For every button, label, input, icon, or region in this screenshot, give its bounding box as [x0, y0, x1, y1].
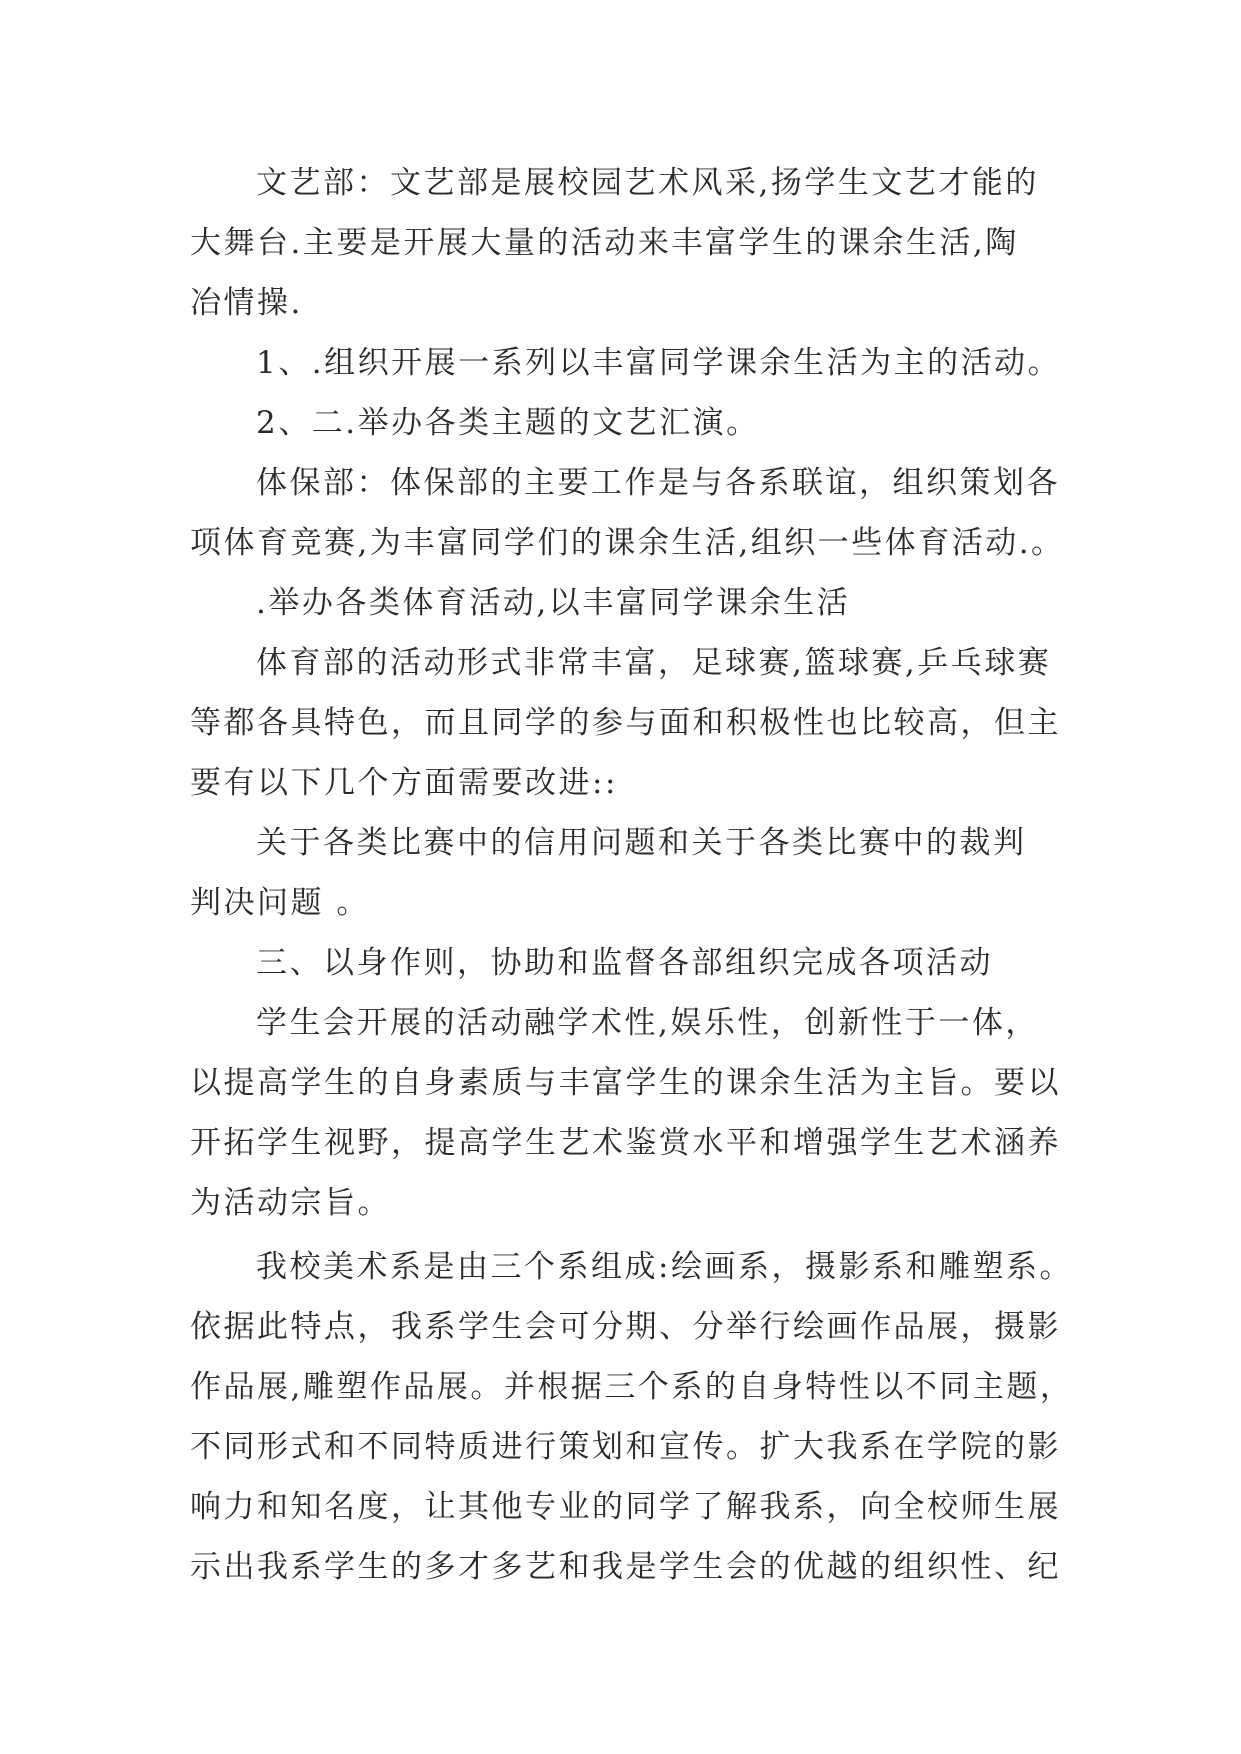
- paragraph-issues-line-2: 判决问题 。: [190, 885, 370, 921]
- paragraph-activities-line-2: 以提高学生的自身素质与丰富学生的课余生活为主旨。要以: [190, 1065, 1061, 1101]
- paragraph-art-dept-line-6: 示出我系学生的多才多艺和我是学生会的优越的组织性、纪: [190, 1549, 1061, 1585]
- paragraph-wenyibu-line-2: 大舞台.主要是开展大量的活动来丰富学生的课余生活,陶: [190, 225, 1019, 261]
- paragraph-activities-line-4: 为活动宗旨。: [190, 1185, 391, 1221]
- paragraph-tiyubu-line-1: 体育部的活动形式非常丰富，足球赛,篮球赛,乒乓球赛: [256, 645, 1052, 681]
- paragraph-wenyibu-line-1: 文艺部：文艺部是展校园艺术风采,扬学生文艺才能的: [256, 165, 1039, 201]
- paragraph-tiyubu-line-3: 要有以下几个方面需要改进::: [190, 765, 618, 801]
- paragraph-art-dept-line-1: 我校美术系是由三个系组成:绘画系，摄影系和雕塑系。: [256, 1249, 1073, 1285]
- section-heading-three: 三、以身作则，协助和监督各部组织完成各项活动: [256, 945, 993, 981]
- paragraph-wenyibu-line-3: 冶情操.: [190, 285, 303, 321]
- paragraph-art-dept-line-3: 作品展,雕塑作品展。并根据三个系的自身特性以不同主题，: [190, 1369, 1074, 1405]
- list-item-sports-activities: .举办各类体育活动,以丰富同学课余生活: [256, 585, 851, 621]
- list-item-1: 1、.组织开展一系列以丰富同学课余生活为主的活动。: [256, 345, 1062, 381]
- paragraph-art-dept-line-5: 响力和知名度，让其他专业的同学了解我系，向全校师生展: [190, 1489, 1061, 1525]
- paragraph-activities-line-3: 开拓学生视野，提高学生艺术鉴赏水平和增强学生艺术涵养: [190, 1125, 1061, 1161]
- paragraph-activities-line-1: 学生会开展的活动融学术性,娱乐性，创新性于一体，: [256, 1005, 1039, 1041]
- paragraph-tiyubu-line-2: 等都各具特色，而且同学的参与面和积极性也比较高，但主: [190, 705, 1061, 741]
- paragraph-art-dept-line-2: 依据此特点，我系学生会可分期、分举行绘画作品展，摄影: [190, 1309, 1061, 1345]
- paragraph-tibaobu-line-2: 项体育竞赛,为丰富同学们的课余生活,组织一些体育活动.。: [190, 525, 1065, 561]
- paragraph-issues-line-1: 关于各类比赛中的信用问题和关于各类比赛中的裁判: [256, 825, 1027, 861]
- list-item-2: 2、二.举办各类主题的文艺汇演。: [256, 405, 760, 441]
- paragraph-tibaobu-line-1: 体保部：体保部的主要工作是与各系联谊，组织策划各: [256, 465, 1060, 501]
- paragraph-art-dept-line-4: 不同形式和不同特质进行策划和宣传。扩大我系在学院的影: [190, 1429, 1061, 1465]
